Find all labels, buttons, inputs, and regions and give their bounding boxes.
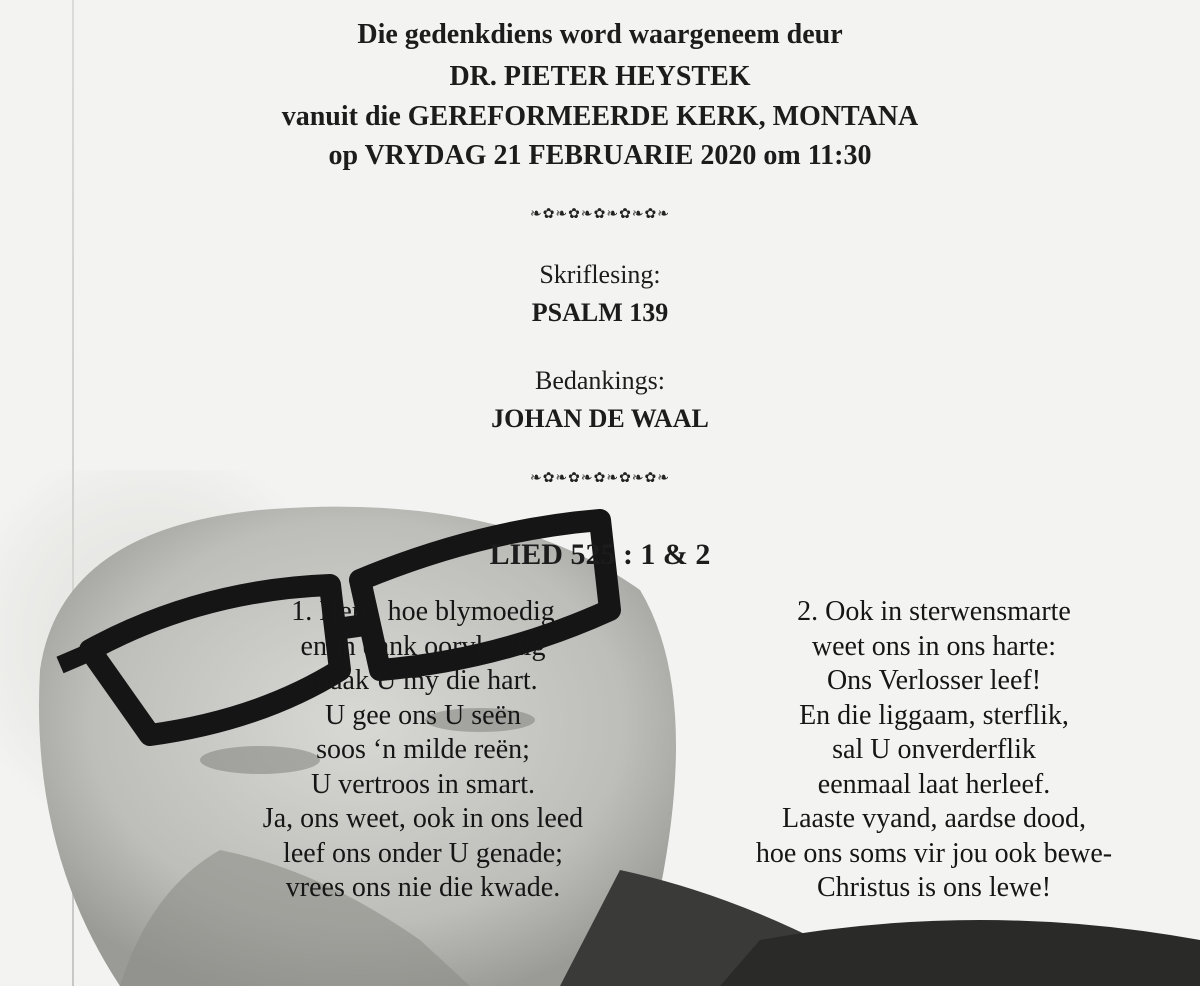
hymn-verse-1 <box>183 595 663 906</box>
verse-line: Laaste vyand, aardse dood, <box>782 803 1086 834</box>
scripture-label: Skriflesing: <box>539 260 661 289</box>
verse-line: sal U onverderflik <box>832 734 1036 765</box>
verse-line: 2. Ook in sterwensmarte <box>797 596 1071 627</box>
verse-line: en in dank oorvloedig <box>300 630 546 662</box>
verse-line: En die liggaam, sterflik, <box>799 699 1069 731</box>
service-date-time: op VRYDAG 21 FEBRUARIE 2020 om 11:30 <box>328 140 872 171</box>
hymn-title: LIED 525 : 1 & 2 <box>489 538 711 571</box>
verse-line: hoe ons soms vir jou ook bewe- <box>755 837 1113 869</box>
officiant-name: DR. PIETER HEYSTEK <box>449 61 751 92</box>
service-line-1: Die gedenkdiens word waargeneem deur <box>357 19 843 50</box>
verse-line: 1. Here, hoe blymoedig <box>291 596 555 627</box>
verse-line: soos ‘n milde reën; <box>316 734 530 765</box>
verse-line: weet ons in ons harte: <box>811 630 1057 662</box>
ornament-divider: ❧✿❧✿❧✿❧✿❧✿❧ <box>529 471 671 486</box>
thanks-value: JOHAN DE WAAL <box>491 404 709 433</box>
verse-line: leef ons onder U genade; <box>283 837 563 869</box>
verse-line: eenmaal laat herleef. <box>817 768 1051 800</box>
thanks-label: Bedankings: <box>535 366 665 395</box>
scripture-value: PSALM 139 <box>531 298 669 327</box>
verse-line: U vertroos in smart. <box>311 768 535 800</box>
verse-line: maak U my die hart. <box>308 665 538 696</box>
verse-line: Christus is ons lewe! <box>816 872 1052 903</box>
verse-line: vrees ons nie die kwade. <box>285 872 561 903</box>
hymn-verse-2 <box>694 595 1174 906</box>
ornament-divider: ❧✿❧✿❧✿❧✿❧✿❧ <box>529 207 671 222</box>
church-location: vanuit die GEREFORMEERDE KERK, MONTANA <box>281 101 919 132</box>
verse-line: U gee ons U seën <box>325 699 521 731</box>
verse-line: Ons Verlosser leef! <box>826 665 1042 696</box>
verse-line: Ja, ons weet, ook in ons leed <box>262 803 584 834</box>
